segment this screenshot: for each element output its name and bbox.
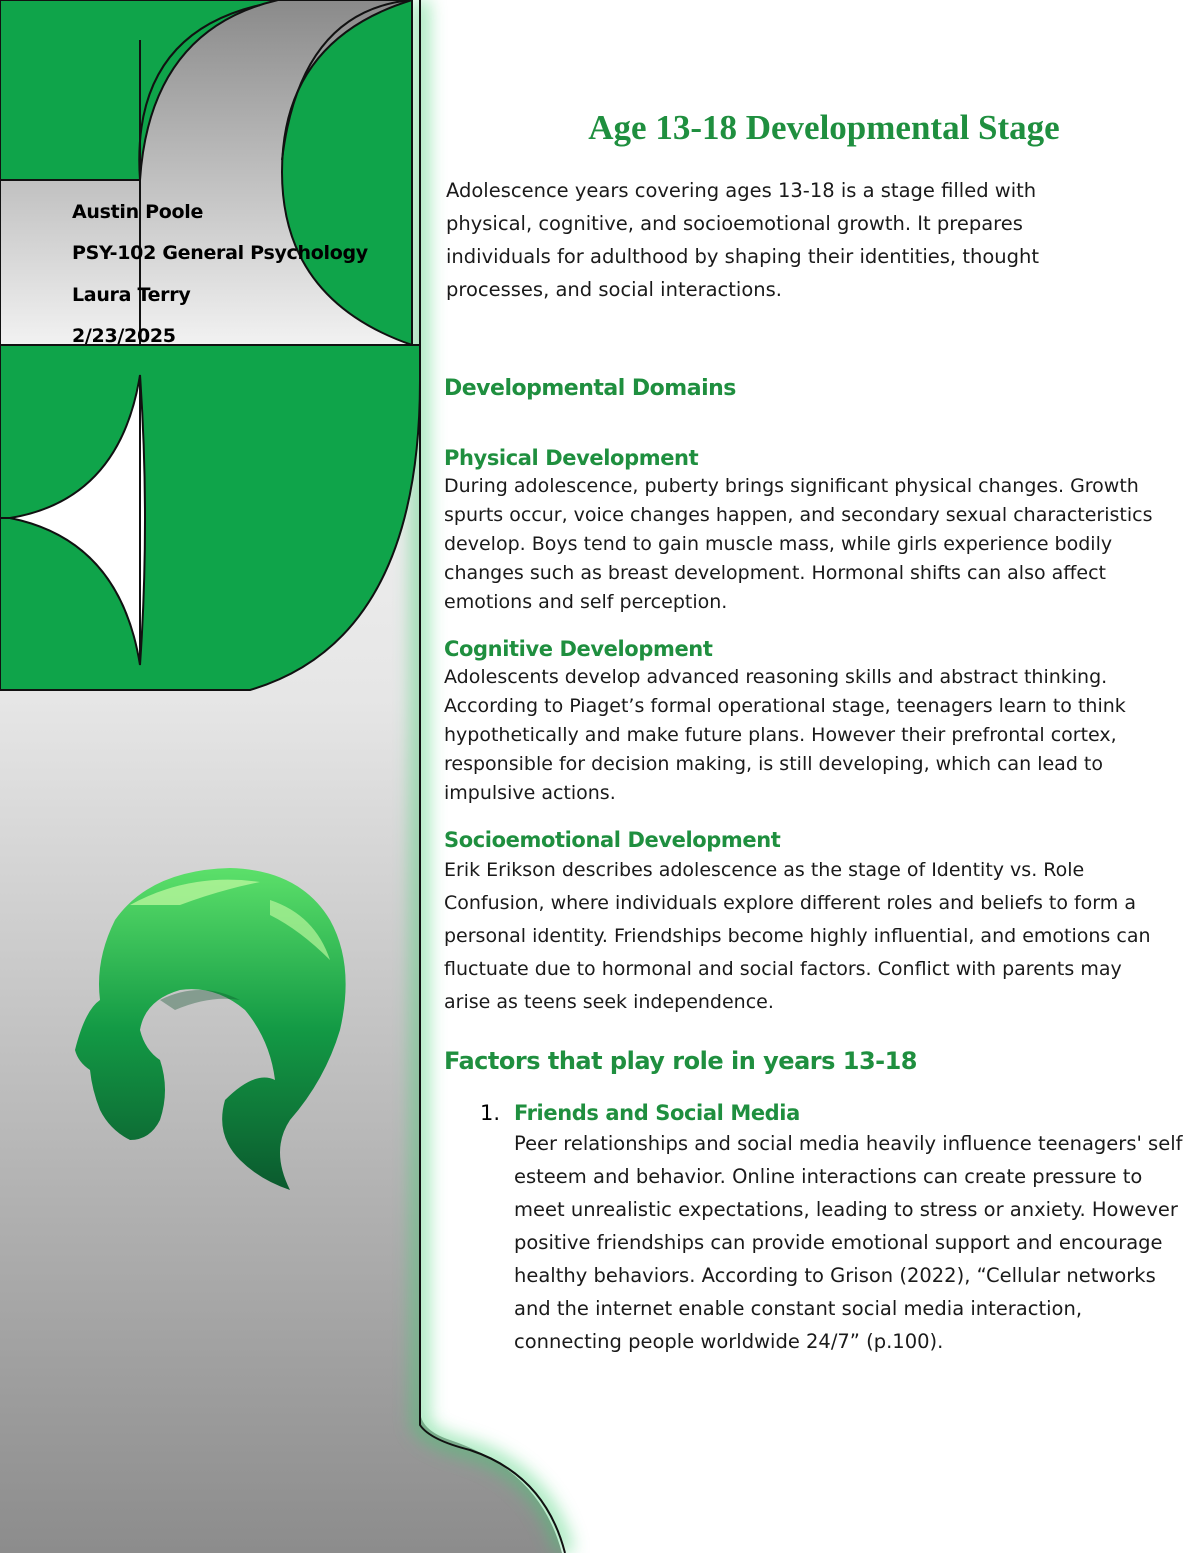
physical-text: During adolescence, puberty brings significant physical changes. Growth spurts occur, voice changes happen, and secondary sexual characteristics develop. Boys tend to gain muscle mass, while girls experience bodily changes such as breast development. Hormonal shifts can also affect emotions and self perception. [444, 475, 1153, 613]
intro-paragraph: Adolescence years covering ages 13-18 is a stage filled with physical, cognitive, and socioemotional growth. It prepares individuals for adulthood by shaping their identities, thought processes, and social interactions. [446, 179, 1040, 301]
page-title: Age 13-18 Developmental Stage [588, 108, 1060, 147]
factor-heading: Friends and Social Media [514, 1101, 800, 1125]
cognitive-heading: Cognitive Development [444, 637, 713, 661]
factors-heading: Factors that play role in years 13-18 [444, 1047, 917, 1075]
factor-text: Peer relationships and social media heavily influence teenagers' self esteem and behavior. Online interactions can create pressure to meet unrealistic expectations, leading to stress or anxiety. However positive friendships can provide emotional support and encourage healthy behaviors. According to Grison (2022), “Cellular networks and the internet enable constant social media interaction, connecting people worldwide 24/7” (p.100). [514, 1132, 1183, 1353]
list-number: 1. [480, 1101, 501, 1125]
socioemotional-text: Erik Erikson describes adolescence as the stage of Identity vs. Role Confusion, where individuals explore different roles and beliefs to form a personal identity. Friendships become highly influential, and emotions can fluctuate due to hormonal and social factors. Conflict with parents may arise as teens seek independence. [444, 859, 1151, 1013]
physical-heading: Physical Development [444, 446, 699, 470]
author-name: Austin Poole [72, 201, 204, 223]
main-content [444, 108, 1184, 1358]
cognitive-text: Adolescents develop advanced reasoning skills and abstract thinking. According to Piaget’s formal operational stage, teenagers learn to think hypothetically and make future plans. However their prefrontal cortex, responsible for decision making, is still developing, which can lead to impulsive actions. [444, 666, 1126, 804]
instructor-name: Laura Terry [72, 284, 191, 306]
domains-heading: Developmental Domains [444, 376, 736, 401]
factor-item-1 [444, 1101, 1184, 1358]
socioemotional-heading: Socioemotional Development [444, 828, 781, 852]
document-date: 2/23/2025 [72, 325, 176, 347]
course-name: PSY-102 General Psychology [72, 242, 368, 264]
